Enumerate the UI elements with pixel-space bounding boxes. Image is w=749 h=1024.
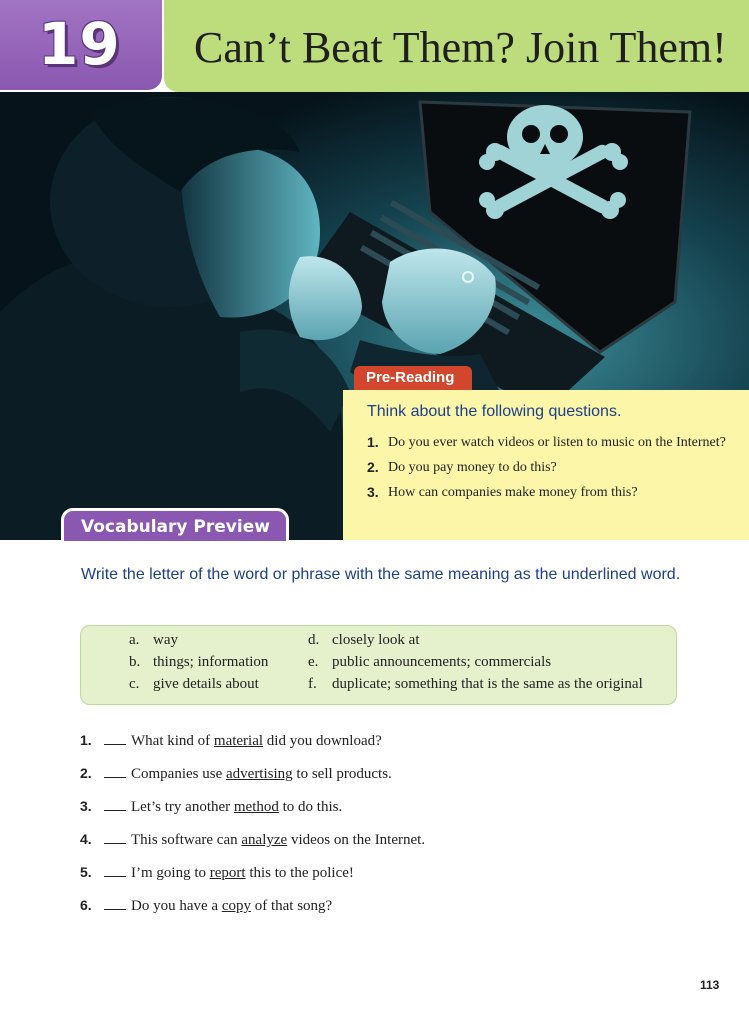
word-choice	[129, 654, 268, 671]
underlined-word: report	[209, 865, 246, 881]
question-text-after: to sell products.	[292, 766, 392, 782]
choice-text: give details about	[153, 676, 259, 692]
vocabulary-instruction: Write the letter of the word or phrase with the same meaning as the underlined word.	[81, 566, 681, 583]
word-choice	[129, 632, 178, 649]
question-text-after: videos on the Internet.	[287, 832, 426, 848]
choice-letter: c.	[129, 676, 140, 692]
unit-number: 19	[38, 10, 121, 78]
question-text-after: to do this.	[278, 799, 343, 815]
question-text-before: Do you have a	[131, 898, 222, 914]
vocabulary-question	[80, 862, 700, 895]
vocabulary-question	[80, 796, 700, 829]
choice-text: public announcements; commercials	[332, 654, 552, 670]
answer-blank[interactable]	[104, 763, 126, 778]
question-text-after: this to the police!	[245, 865, 354, 881]
choice-text: duplicate; something that is the same as the original	[332, 676, 643, 692]
underlined-word: material	[213, 733, 264, 749]
question-text-before: Companies use	[131, 766, 226, 782]
answer-blank[interactable]	[104, 895, 126, 910]
question-text-after: of that song?	[250, 898, 333, 914]
page-number: 113	[700, 978, 720, 992]
question-text-after: did you download?	[263, 733, 382, 749]
choice-text: things; information	[153, 654, 269, 670]
question-text-before: Let’s try another	[131, 799, 234, 815]
unit-title: Can’t Beat Them? Join Them!	[194, 23, 727, 72]
vocabulary-question	[80, 895, 700, 928]
pre-reading-question	[367, 459, 747, 476]
pre-reading-question	[367, 484, 747, 501]
question-text-before: What kind of	[131, 733, 214, 749]
vocabulary-questions	[80, 730, 700, 928]
question-number: 3.	[367, 484, 379, 500]
choice-text: way	[153, 632, 178, 648]
answer-blank[interactable]	[104, 796, 126, 811]
word-bank	[80, 625, 677, 705]
underlined-word: advertising	[226, 766, 293, 782]
question-number: 6.	[80, 897, 92, 913]
vocabulary-question	[80, 829, 700, 862]
question-number: 3.	[80, 798, 92, 814]
choice-letter: f.	[308, 676, 317, 692]
answer-blank[interactable]	[104, 730, 126, 745]
question-number: 2.	[80, 765, 92, 781]
question-number: 2.	[367, 459, 379, 475]
answer-blank[interactable]	[104, 829, 126, 844]
question-number: 4.	[80, 831, 92, 847]
underlined-word: method	[233, 799, 279, 815]
question-text: Do you pay money to do this?	[388, 460, 557, 475]
choice-letter: d.	[308, 632, 320, 648]
question-text-before: This software can	[131, 832, 242, 848]
word-choice	[308, 654, 551, 671]
word-choice	[129, 676, 259, 693]
choice-letter: e.	[308, 654, 319, 670]
answer-blank[interactable]	[104, 862, 126, 877]
title-bar	[164, 0, 749, 92]
question-text: How can companies make money from this?	[388, 485, 638, 500]
pre-reading-questions	[367, 434, 747, 509]
pre-reading-tab: Pre-Reading	[354, 366, 472, 390]
vocabulary-question	[80, 730, 700, 763]
pre-reading-heading: Think about the following questions.	[367, 403, 622, 420]
question-number: 1.	[367, 434, 379, 450]
unit-number-tab	[0, 0, 162, 90]
pre-reading-question	[367, 434, 747, 451]
underlined-word: analyze	[241, 832, 288, 848]
underlined-word: copy	[221, 898, 251, 914]
vocabulary-preview-tab: Vocabulary Preview	[61, 508, 289, 544]
question-text-before: I’m going to	[131, 865, 210, 881]
vocabulary-question	[80, 763, 700, 796]
choice-letter: b.	[129, 654, 141, 670]
question-number: 1.	[80, 732, 92, 748]
choice-letter: a.	[129, 632, 140, 648]
pre-reading-box	[343, 390, 749, 540]
choice-text: closely look at	[332, 632, 420, 648]
question-text: Do you ever watch videos or listen to music on the Internet?	[388, 435, 726, 450]
word-choice	[308, 676, 643, 693]
word-choice	[308, 632, 419, 649]
question-number: 5.	[80, 864, 92, 880]
